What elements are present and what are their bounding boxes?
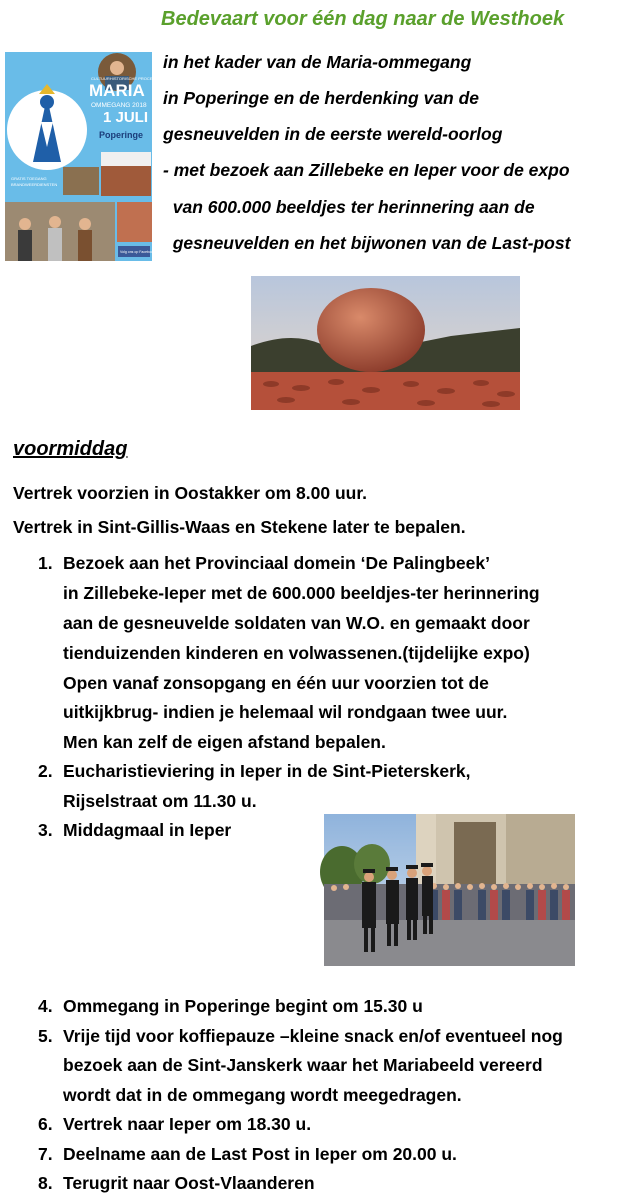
list-item-number: 5. [38,1026,53,1046]
list-item-line: Bezoek aan het Provinciaal domein ‘De Palingbeek’ [63,553,490,573]
list-item-number: 3. [38,820,53,840]
list-item-line: tienduizenden kinderen en volwassenen.(tijdelijke expo) [63,643,530,663]
list-item-line: aan de gesneuvelde soldaten van W.O. en gemaakt door [63,613,530,633]
list-item-number: 2. [38,761,53,781]
list-item-line: in Zillebeke-Ieper met de 600.000 beeldjes-ter herinnering [63,583,540,603]
intro-line: gesneuvelden in de eerste wereld-oorlog [163,124,503,144]
poster-social-text: Volg ons op Facebook [120,250,155,254]
poster-photo-1 [63,167,99,195]
list-item-line: Ommegang in Poperinge begint om 15.30 u [63,996,423,1016]
list-item-line: wordt dat in de ommegang wordt meegedragen. [63,1085,462,1105]
list-item-number: 7. [38,1144,53,1164]
list-item-line: Vertrek naar Ieper om 18.30 u. [63,1114,312,1134]
list-item-line: Open vanaf zonsopgang en één uur voorzien tot de [63,673,489,693]
poster-maria-text: MARIA [89,81,145,100]
poster-tag-1: GRATIS TOEGANG [11,176,47,181]
list-item-line: bezoek aan de Sint-Janskerk waar het Mariabeeld vereerd [63,1055,543,1075]
intro-line: gesneuvelden en het bijwonen van de Last-post [163,233,571,253]
intro-line: in Poperinge en de herdenking van de [163,88,480,108]
list-item-number: 4. [38,996,53,1016]
list-item-number: 8. [38,1173,53,1193]
poster-ommegang-text: OMMEGANG 2018 [91,102,147,109]
section-heading-voormiddag: voormiddag [13,438,128,460]
list-item-line: Eucharistieviering in Ieper in de Sint-Pieterskerk, [63,761,471,781]
list-item-line: uitkijkbrug- indien je helemaal wil rondgaan twee uur. [63,702,508,722]
poster-city-text: Poperinge [99,130,144,140]
list-item-line: Men kan zelf de eigen afstand bepalen. [63,732,386,752]
poster-graphic [5,52,162,261]
page-title: Bedevaart voor één dag naar de Westhoek [161,8,565,30]
poster-photo-4 [117,202,152,242]
maria-ommegang-poster [5,52,162,261]
intro-line: van 600.000 beeldjes ter herinnering aan de [163,197,535,217]
list-item-line: Deelname aan de Last Post in Ieper om 20.00 u. [63,1144,457,1164]
list-item-line: Terugrit naar Oost-Vlaanderen [63,1173,315,1193]
list-item-line: Middagmaal in Ieper [63,820,232,840]
intro-line: - met bezoek aan Zillebeke en Ieper voor de expo [163,160,570,180]
list-item-number: 1. [38,553,53,573]
stone-sculpture-photo [251,276,520,410]
departure-line: Vertrek in Sint-Gillis-Waas en Stekene later te bepalen. [13,517,466,537]
poster-top-text: CULTUURHISTORISCHE PROCESSIE [91,76,162,81]
departure-line: Vertrek voorzien in Oostakker om 8.00 uur. [13,483,368,503]
list-item-number: 6. [38,1114,53,1134]
list-item-line: Vrije tijd voor koffiepauze –kleine snack en/of eventueel nog [63,1026,563,1046]
last-post-ceremony-photo [324,814,575,966]
intro-line: in het kader van de Maria-ommegang [163,52,472,72]
poster-date-text: 1 JULI [103,109,149,126]
poster-tag-2: BRANDWEERDIENSTEN [11,182,58,187]
list-item-line: Rijselstraat om 11.30 u. [63,791,257,811]
